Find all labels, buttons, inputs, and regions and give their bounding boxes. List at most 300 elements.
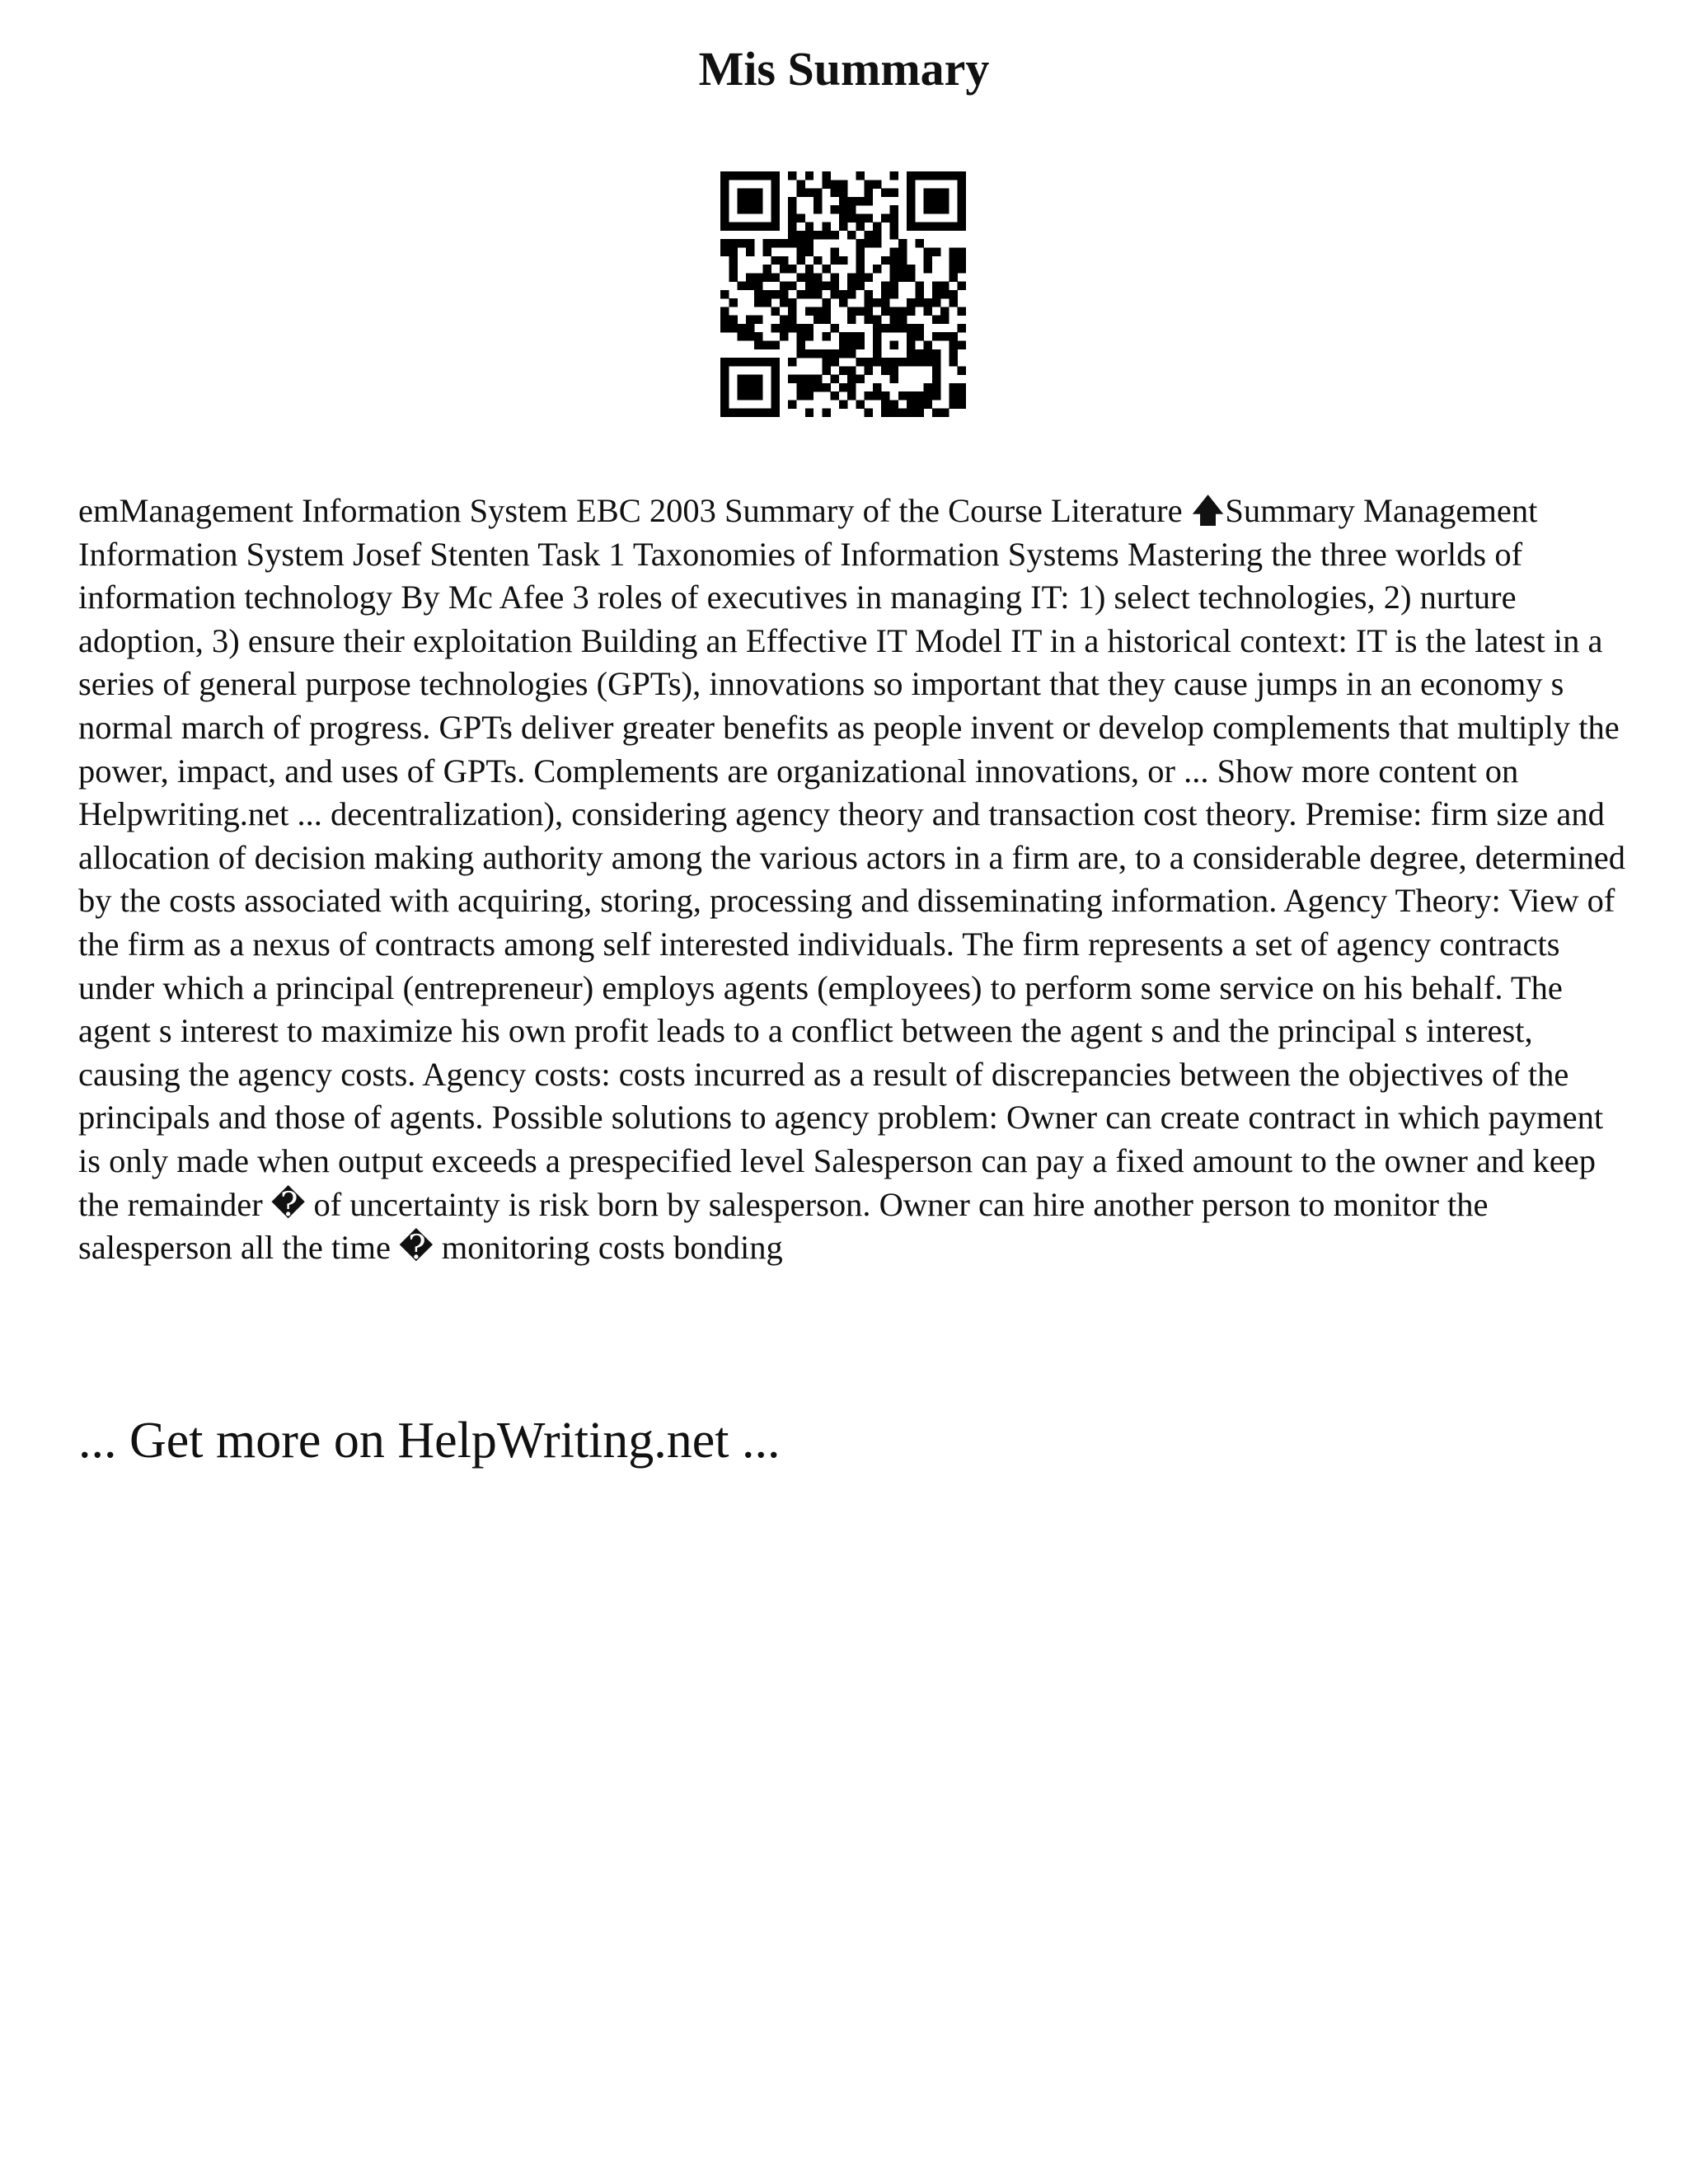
qr-module [932, 171, 940, 180]
qr-module [924, 391, 932, 400]
qr-module [788, 358, 796, 366]
qr-module [754, 341, 762, 349]
qr-module [814, 273, 822, 281]
qr-module [771, 400, 780, 408]
qr-module [738, 391, 746, 400]
qr-module [822, 383, 830, 391]
qr-module [890, 307, 898, 315]
qr-module [924, 358, 932, 366]
qr-module [890, 400, 898, 408]
qr-module [958, 171, 966, 180]
qr-module [805, 324, 814, 332]
qr-module [738, 223, 746, 231]
qr-module [907, 223, 915, 231]
qr-module [762, 358, 771, 366]
qr-module [915, 290, 923, 298]
qr-module [788, 265, 796, 273]
qr-module [907, 189, 915, 197]
qr-module [771, 171, 780, 180]
qr-module [856, 375, 864, 383]
qr-module [865, 231, 873, 239]
qr-module [738, 409, 746, 417]
qr-module [805, 375, 814, 383]
qr-module [762, 298, 771, 307]
qr-module [814, 231, 822, 239]
qr-module [847, 316, 856, 324]
qr-module [932, 316, 940, 324]
qr-module [898, 265, 907, 273]
qr-module [898, 273, 907, 281]
qr-module [822, 316, 830, 324]
qr-module [746, 332, 754, 340]
qr-module [856, 223, 864, 231]
qr-module [788, 239, 796, 247]
qr-module [915, 391, 923, 400]
qr-module [796, 213, 804, 222]
qr-module [865, 366, 873, 374]
qr-module [958, 391, 966, 400]
qr-module [847, 366, 856, 374]
qr-module [949, 290, 957, 298]
qr-module [873, 265, 881, 273]
qr-module [890, 324, 898, 332]
qr-module [805, 223, 814, 231]
qr-module [805, 171, 814, 180]
qr-module [907, 307, 915, 315]
qr-module [814, 205, 822, 213]
qr-module [746, 391, 754, 400]
qr-module [873, 298, 881, 307]
qr-module [720, 223, 729, 231]
qr-module [831, 180, 839, 188]
qr-module [831, 282, 839, 290]
qr-module [865, 197, 873, 205]
qr-module [865, 290, 873, 298]
qr-module [729, 409, 737, 417]
qr-module [738, 332, 746, 340]
qr-module [831, 231, 839, 239]
qr-module [780, 265, 788, 273]
qr-module [738, 383, 746, 391]
qr-module [805, 349, 814, 358]
qr-module [932, 349, 940, 358]
qr-module [814, 375, 822, 383]
qr-module [847, 282, 856, 290]
qr-module [831, 256, 839, 265]
qr-module [822, 332, 830, 340]
qr-module [754, 332, 762, 340]
qr-module [847, 391, 856, 400]
qr-module [805, 383, 814, 391]
qr-module [924, 341, 932, 349]
qr-module [915, 332, 923, 340]
qr-module [796, 256, 804, 265]
qr-module [907, 349, 915, 358]
qr-module [907, 273, 915, 281]
qr-module [746, 205, 754, 213]
qr-module [856, 256, 864, 265]
qr-module [890, 316, 898, 324]
qr-module [814, 197, 822, 205]
qr-module [932, 247, 940, 255]
qr-module [865, 307, 873, 315]
qr-module [890, 358, 898, 366]
qr-module [780, 298, 788, 307]
qr-module [796, 341, 804, 349]
qr-module [949, 223, 957, 231]
qr-module [729, 298, 737, 307]
qr-module [949, 383, 957, 391]
qr-module [890, 256, 898, 265]
qr-module [805, 332, 814, 340]
qr-module [924, 298, 932, 307]
qr-module [746, 282, 754, 290]
qr-module [780, 290, 788, 298]
qr-module [949, 247, 957, 255]
qr-module [788, 400, 796, 408]
qr-module [932, 383, 940, 391]
qr-module [898, 256, 907, 265]
qr-module [805, 282, 814, 290]
qr-module [746, 197, 754, 205]
qr-module [788, 375, 796, 383]
qr-module [847, 349, 856, 358]
qr-module [796, 180, 804, 188]
qr-module [831, 273, 839, 281]
qr-module [754, 375, 762, 383]
qr-module [771, 366, 780, 374]
qr-module [762, 409, 771, 417]
qr-module [720, 197, 729, 205]
qr-module [839, 189, 847, 197]
qr-module [788, 298, 796, 307]
qr-module [958, 197, 966, 205]
qr-module [907, 298, 915, 307]
qr-module [762, 247, 771, 255]
get-more-link[interactable]: ... Get more on HelpWriting.net ... [78, 1413, 781, 1469]
qr-module [890, 171, 898, 180]
qr-module [873, 358, 881, 366]
qr-module [814, 189, 822, 197]
qr-module [907, 341, 915, 349]
qr-module [788, 316, 796, 324]
qr-module [865, 180, 873, 188]
qr-module [898, 358, 907, 366]
qr-module [856, 341, 864, 349]
qr-module [865, 213, 873, 222]
qr-module [729, 273, 737, 281]
qr-module [932, 298, 940, 307]
qr-module [932, 409, 940, 417]
qr-module [780, 282, 788, 290]
qr-module [762, 273, 771, 281]
qr-module [720, 358, 729, 366]
qr-module [865, 239, 873, 247]
qr-module [814, 256, 822, 265]
qr-module [788, 307, 796, 315]
qr-module [720, 316, 729, 324]
qr-module [788, 231, 796, 239]
qr-module [805, 231, 814, 239]
qr-module [720, 366, 729, 374]
qr-module [822, 231, 830, 239]
qr-module [907, 391, 915, 400]
qr-module [890, 366, 898, 374]
qr-module [822, 349, 830, 358]
qr-module [907, 324, 915, 332]
qr-module [907, 332, 915, 340]
qr-module [720, 180, 729, 188]
qr-module [890, 282, 898, 290]
qr-module [754, 171, 762, 180]
qr-module [771, 213, 780, 222]
qr-module [720, 409, 729, 417]
qr-module [831, 189, 839, 197]
qr-module [890, 213, 898, 222]
qr-module [720, 375, 729, 383]
qr-module [788, 205, 796, 213]
qr-module [720, 383, 729, 391]
qr-module [907, 171, 915, 180]
document-body-text: emManagement Information System EBC 2003 Summary of the Course Literature 🡅Summary Management Information System Josef Stenten Task 1 Taxonomies of Information Systems Mastering the three worlds of information technology By Mc Afee 3 roles of executives in managing IT: 1) select technologies, 2) nurture adoption, 3) ensure their exploitation Building an Effective IT Model IT in a historical context: IT is the latest in a series of general purpose technologies (GPTs), innovations so important that they cause jumps in an economy s normal march of progress. GPTs deliver greater benefits as people invent or develop complements that multiply the power, impact, and uses of GPTs. Complements are organizational innovations, or ... Show more content on Helpwriting.net ... decentralization), considering agency theory and transaction cost theory. Premise: firm size and allocation of decision making authority among the various actors in a firm are, to a considerable degree, determined by the costs associated with acquiring, storing, processing and disseminating information. Agency Theory: View of the firm as a nexus of contracts among self interested individuals. The firm represents a set of agency contracts under which a principal (entrepreneur) employs agents (employees) to perform some service on his behalf. The agent s interest to maximize his own profit leads to a conflict between the agent s and the principal s interest, causing the agency costs. Agency costs: costs incurred as a result of discrepancies between the objectives of the principals and those of agents. Possible solutions to agency problem: Owner can create contract in which payment is only made when output exceeds a prespecified level Salesperson can pay a fixed amount to the owner and keep the remainder � of uncertainty is risk born by salesperson. Owner can hire another person to monitor the salesperson all the time � monitoring costs bonding [78, 492, 1625, 1267]
qr-module [847, 231, 856, 239]
qr-module [856, 213, 864, 222]
qr-module [907, 358, 915, 366]
qr-module [796, 375, 804, 383]
qr-module [738, 171, 746, 180]
qr-module [881, 213, 889, 222]
qr-module [729, 256, 737, 265]
qr-module [762, 223, 771, 231]
qr-module [924, 223, 932, 231]
qr-module [771, 290, 780, 298]
qr-module [814, 282, 822, 290]
qr-module [881, 189, 889, 197]
qr-module [932, 290, 940, 298]
qr-module [958, 366, 966, 374]
qr-module [856, 273, 864, 281]
qr-module [738, 282, 746, 290]
qr-module [746, 189, 754, 197]
qr-module [720, 391, 729, 400]
qr-module [949, 298, 957, 307]
qr-module [865, 273, 873, 281]
qr-module [771, 383, 780, 391]
qr-module [805, 247, 814, 255]
qr-module [720, 189, 729, 197]
qr-module [898, 316, 907, 324]
qr-module [940, 290, 949, 298]
qr-module [746, 358, 754, 366]
qr-module [796, 231, 804, 239]
qr-module [729, 223, 737, 231]
qr-module [940, 307, 949, 315]
qr-module [924, 205, 932, 213]
qr-module [738, 197, 746, 205]
qr-module [865, 358, 873, 366]
qr-module [940, 171, 949, 180]
qr-module [839, 383, 847, 391]
qr-module [796, 290, 804, 298]
qr-module [949, 341, 957, 349]
qr-module [940, 409, 949, 417]
qr-module [839, 366, 847, 374]
qr-module [940, 316, 949, 324]
qr-module [890, 375, 898, 383]
qr-module [881, 298, 889, 307]
qr-module [771, 391, 780, 400]
qr-module [881, 358, 889, 366]
qr-module [822, 171, 830, 180]
qr-module [796, 332, 804, 340]
qr-module [831, 358, 839, 366]
qr-module [958, 247, 966, 255]
qr-module [780, 256, 788, 265]
qr-module [788, 171, 796, 180]
qr-module [940, 223, 949, 231]
qr-module [738, 375, 746, 383]
qr-module [907, 205, 915, 213]
qr-module [865, 316, 873, 324]
qr-module [771, 180, 780, 188]
qr-module [831, 375, 839, 383]
qr-module [847, 332, 856, 340]
qr-module [814, 383, 822, 391]
qr-module [898, 239, 907, 247]
qr-module [822, 180, 830, 188]
qr-module [720, 307, 729, 315]
qr-module [805, 391, 814, 400]
qr-module [898, 324, 907, 332]
qr-module [788, 197, 796, 205]
qr-module [873, 332, 881, 340]
qr-module [805, 290, 814, 298]
qr-module [839, 400, 847, 408]
qr-module [839, 213, 847, 222]
qr-module [924, 247, 932, 255]
qr-module [915, 358, 923, 366]
qr-module [822, 307, 830, 315]
qr-module [915, 282, 923, 290]
qr-module [847, 383, 856, 391]
qr-module [958, 256, 966, 265]
qr-module [873, 341, 881, 349]
qr-module [839, 349, 847, 358]
qr-module [940, 332, 949, 340]
qr-module [847, 341, 856, 349]
qr-module [738, 324, 746, 332]
qr-module [924, 265, 932, 273]
qr-module [738, 205, 746, 213]
qr-module [822, 409, 830, 417]
qr-module [915, 409, 923, 417]
qr-module [873, 349, 881, 358]
qr-module [839, 223, 847, 231]
qr-module [754, 298, 762, 307]
qr-module [720, 239, 729, 247]
qr-module [890, 231, 898, 239]
qr-module [831, 247, 839, 255]
qr-module [915, 400, 923, 408]
qr-module [932, 189, 940, 197]
qr-module [915, 171, 923, 180]
qr-module [814, 307, 822, 315]
qr-module [805, 307, 814, 315]
qr-module [805, 265, 814, 273]
qr-module [873, 223, 881, 231]
qr-module [958, 265, 966, 273]
qr-module [940, 282, 949, 290]
qr-module [847, 205, 856, 213]
qr-module [746, 273, 754, 281]
qr-module [949, 265, 957, 273]
qr-module [856, 358, 864, 366]
qr-module [932, 332, 940, 340]
qr-module [796, 239, 804, 247]
qr-module [746, 324, 754, 332]
qr-module [949, 358, 957, 366]
qr-module [856, 282, 864, 290]
qr-module [932, 205, 940, 213]
qr-module [754, 189, 762, 197]
qr-module [881, 324, 889, 332]
qr-module [746, 375, 754, 383]
qr-module [754, 358, 762, 366]
qr-module [949, 171, 957, 180]
qr-module [940, 205, 949, 213]
qr-module [738, 358, 746, 366]
qr-module [890, 409, 898, 417]
qr-module [720, 213, 729, 222]
qr-module [839, 298, 847, 307]
qr-module [907, 213, 915, 222]
qr-module [796, 391, 804, 400]
qr-module [754, 316, 762, 324]
qr-module [907, 265, 915, 273]
qr-module [780, 316, 788, 324]
qr-module [907, 180, 915, 188]
qr-module [780, 324, 788, 332]
qr-module [890, 223, 898, 231]
qr-module [932, 223, 940, 231]
qr-module [907, 197, 915, 205]
qr-module [822, 223, 830, 231]
qr-module [856, 197, 864, 205]
qr-module [762, 290, 771, 298]
qr-module [958, 189, 966, 197]
qr-module [940, 197, 949, 205]
qr-module [729, 171, 737, 180]
qr-module [890, 265, 898, 273]
qr-module [720, 247, 729, 255]
qr-module [924, 349, 932, 358]
qr-module [856, 307, 864, 315]
qr-module [805, 239, 814, 247]
qr-module [890, 290, 898, 298]
qr-module [771, 358, 780, 366]
qr-module [924, 256, 932, 265]
qr-module [847, 213, 856, 222]
qr-module [822, 298, 830, 307]
qr-module [839, 205, 847, 213]
qr-module [788, 223, 796, 231]
qr-module [796, 349, 804, 358]
qr-module [932, 197, 940, 205]
qr-module [915, 239, 923, 247]
qr-module [780, 239, 788, 247]
qr-module [729, 247, 737, 255]
qr-module [865, 391, 873, 400]
